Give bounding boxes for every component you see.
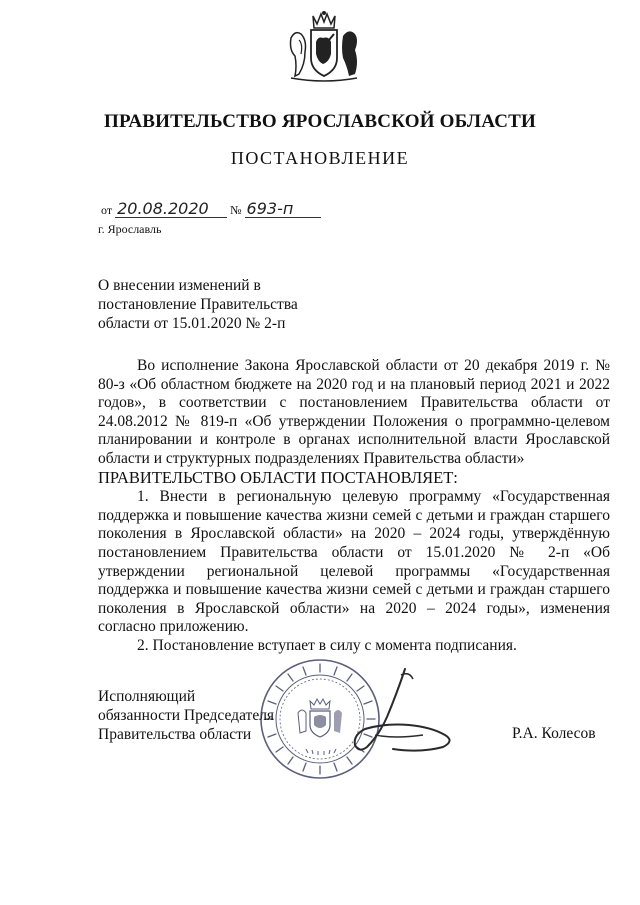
preamble-paragraph: Во исполнение Закона Ярославской области от 20 декабря 2019 г. № 80-з «Об областном бюджете на 2020 год и на плановый период 2021 и 2022 годов», в соответствии с постановлением Правительства области от 24.08.2012 № 819-п «Об утверждении Положения о программно-целевом планировании и контроле в органах исполнительной власти Ярославской области и структурных подразделениях Правительства области»: [98, 357, 610, 467]
subject-line: О внесении изменений в: [98, 277, 261, 294]
subject-line: области от 15.01.2020 № 2-п: [98, 315, 286, 332]
handwritten-signature-icon: [305, 665, 480, 760]
coat-of-arms-icon: [285, 10, 363, 90]
subject-line: постановление Правительства: [98, 296, 298, 313]
signatory-position: [98, 687, 298, 744]
position-line: Исполняющий: [98, 688, 196, 705]
number-prefix: №: [230, 203, 242, 217]
signatory-name: Р.А. Колесов: [512, 725, 596, 742]
date-value: 20.08.2020: [115, 201, 227, 218]
organization-title: ПРАВИТЕЛЬСТВО ЯРОСЛАВСКОЙ ОБЛАСТИ: [104, 111, 536, 132]
document-type: ПОСТАНОВЛЕНИЕ: [230, 148, 410, 168]
position-line: обязанности Председателя: [98, 707, 275, 724]
number-value: 693-п: [245, 201, 321, 218]
date-prefix: от: [101, 203, 113, 217]
document-body: [98, 357, 610, 656]
city: г. Ярославль: [98, 222, 162, 236]
document-subject: [98, 276, 358, 333]
item-paragraph: 1. Внести в региональную целевую программу «Государственная поддержка и повышение качества жизни семей с детьми и граждан старшего поколения в Ярославской области» на 2020 – 2024 годы, утверждённую постановлением Правительства области от 15.01.2020 № 2-п «Об утверждении региональной целевой программы «Государственная поддержка и повышение качества жизни семей с детьми и граждан старшего поколения в Ярославской области» на 2020 – 2024 годы», изменения согласно приложению.: [98, 488, 610, 636]
position-line: Правительства области: [98, 726, 252, 743]
registration-line: [98, 201, 321, 218]
decree-heading: ПРАВИТЕЛЬСТВО ОБЛАСТИ ПОСТАНОВЛЯЕТ:: [98, 467, 458, 487]
item-paragraph: 2. Постановление вступает в силу с момента подписания.: [137, 636, 517, 654]
